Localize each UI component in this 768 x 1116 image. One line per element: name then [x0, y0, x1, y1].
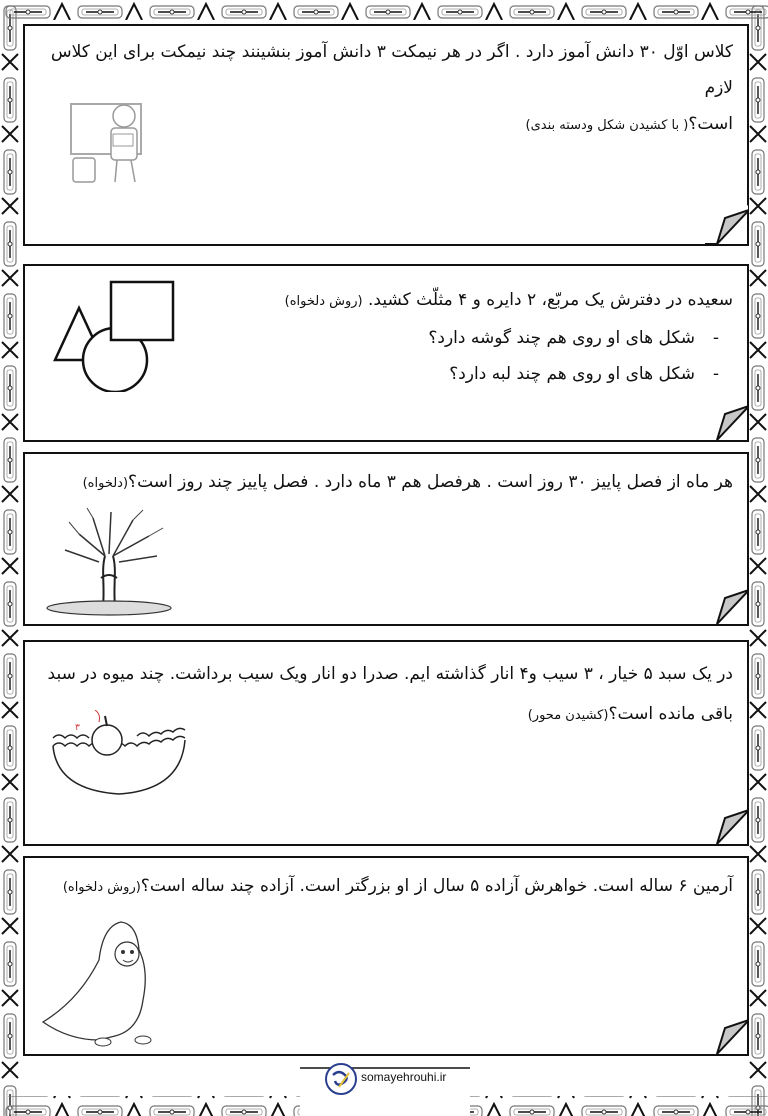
problem-1-line1: کلاس اوّل ۳۰ دانش آموز دارد . اگر در هر نیمکت ۳ دانش آموز بنشینند چند نیمکت برای این کلاس لازم — [50, 42, 733, 98]
problem-card-5 — [23, 856, 749, 1056]
page-curl-icon — [705, 1014, 749, 1056]
svg-text:۳: ۳ — [75, 723, 80, 733]
problem-5-main: آرمین ۶ ساله است. خواهرش آزاده ۵ سال از او بزرگتر است. آزاده چند ساله است؟ — [140, 876, 733, 896]
problem-4-line2: باقی مانده است؟ — [608, 704, 733, 724]
website-link[interactable]: somayehrouhi.ir — [361, 1070, 447, 1084]
autumn-tree-image — [39, 506, 179, 616]
problem-3-text — [35, 464, 733, 502]
problem-2-main: سعیده در دفترش یک مربّع، ۲ دایره و ۴ مثلّث کشید. — [368, 290, 733, 310]
problem-3-hint: (دلخواه) — [82, 476, 129, 491]
problem-card-1 — [23, 24, 749, 246]
problem-1-line2: است؟ — [688, 114, 733, 134]
problem-2-subquestion-edges: - شکل های او روی هم چند لبه دارد؟ — [35, 356, 733, 392]
problem-card-4 — [23, 640, 749, 846]
problem-3-main: هر ماه از فصل پاییز ۳۰ روز است . هرفصل هم ۳ ماه دارد . فصل پاییز چند روز است؟ — [128, 472, 733, 492]
problem-card-3 — [23, 452, 749, 626]
problem-card-2 — [23, 264, 749, 442]
problem-2-hint: (روش دلخواه) — [284, 294, 363, 309]
problem-2-subquestion-corners: - شکل های او روی هم چند گوشه دارد؟ — [35, 320, 733, 356]
page-curl-icon — [705, 400, 749, 442]
girl-chador-image — [39, 910, 165, 1050]
problem-1-hint: ( با کشیدن شکل ودسته بندی) — [525, 118, 689, 133]
problem-5-text — [35, 868, 733, 906]
problem-5-hint: (روش دلخواه) — [62, 880, 141, 895]
site-logo-icon — [325, 1063, 357, 1095]
page-curl-icon — [705, 204, 749, 246]
page-curl-icon — [705, 804, 749, 846]
page-curl-icon — [705, 584, 749, 626]
shapes-image — [51, 280, 179, 392]
problem-4-hint: (کشیدن محور) — [527, 708, 609, 723]
fruit-basket-image — [47, 710, 191, 796]
problem-4-line1: در یک سبد ۵ خیار ، ۳ سیب و۴ انار گذاشته ایم. صدرا دو انار ویک سیب برداشت. چند میوه در سبد — [47, 664, 733, 684]
boy-student-image — [69, 94, 161, 186]
